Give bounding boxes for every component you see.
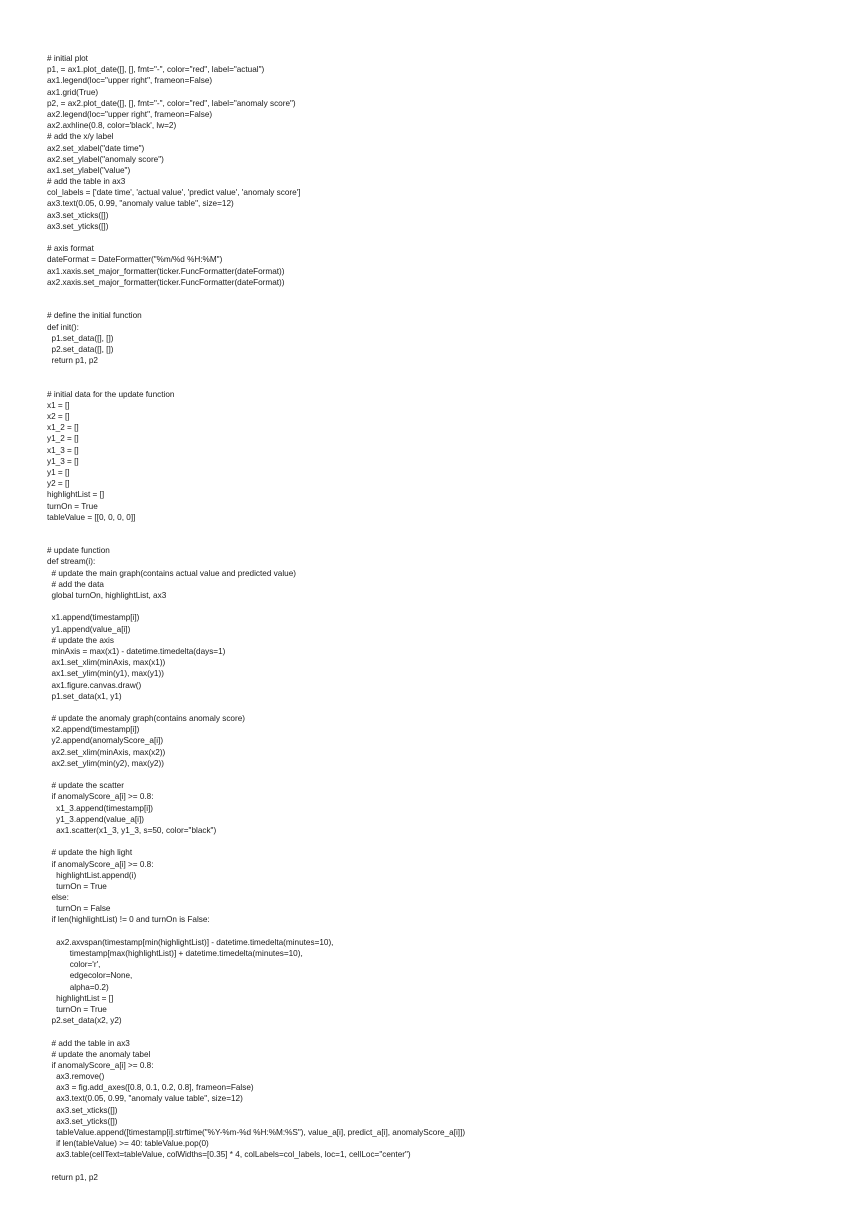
code-line: if anomalyScore_a[i] >= 0.8: <box>47 859 154 869</box>
code-line: y1_2 = [] <box>47 434 79 444</box>
code-line: ax3 = fig.add_axes([0.8, 0.1, 0.2, 0.8], frameon=False) <box>47 1083 254 1093</box>
code-line <box>47 534 847 545</box>
code-line: alpha=0.2) <box>47 982 109 992</box>
code-line: tableValue.append([timestamp[i].strftime("%Y-%m-%d %H:%M:%S"), value_a[i], predict_a[i], anomalyScore_a[i]]) <box>47 1128 466 1137</box>
code-line: def init(): <box>47 322 79 332</box>
code-line: global turnOn, highlightList, ax3 <box>47 591 167 600</box>
code-line: x2 = [] <box>47 412 70 421</box>
code-line: turnOn = True <box>47 1004 107 1014</box>
code-line: # update the axis <box>47 635 114 645</box>
code-line: ax2.set_ylim(min(y2), max(y2)) <box>47 758 164 768</box>
code-line: x2.append(timestamp[i]) <box>47 725 140 735</box>
code-line: turnOn = False <box>47 904 111 914</box>
code-line: ax2.set_xlabel("date time") <box>47 143 145 153</box>
code-line: else: <box>47 893 69 903</box>
code-line: # initial data for the update function <box>47 389 175 399</box>
code-line: return p1, p2 <box>47 1172 98 1182</box>
code-line: x1.append(timestamp[i]) <box>47 613 140 623</box>
code-line <box>47 1026 847 1037</box>
code-line: x1_3.append(timestamp[i]) <box>47 803 154 813</box>
code-line: ax3.table(cellText=tableValue, colWidths=[0.35] * 4, colLabels=col_labels, loc=1, cellLoc="center") <box>47 1150 411 1160</box>
code-line <box>47 366 847 377</box>
code-line: ax1.legend(loc="upper right", frameon=False) <box>47 76 213 86</box>
code-line: def stream(i): <box>47 557 96 567</box>
code-line: ax3.set_xticks([]) <box>47 210 109 220</box>
code-line: # axis format <box>47 244 94 254</box>
code-line: if anomalyScore_a[i] >= 0.8: <box>47 792 154 802</box>
code-line <box>47 702 847 713</box>
code-line: # define the initial function <box>47 311 142 321</box>
code-line: # update the high light <box>47 848 133 858</box>
code-line: ax3.remove() <box>47 1072 105 1082</box>
code-line: ax1.grid(True) <box>47 87 99 97</box>
code-line: dateFormat = DateFormatter("%m/%d %H:%M") <box>47 255 223 265</box>
code-line <box>47 601 847 612</box>
code-line <box>47 836 847 847</box>
code-line: timestamp[max(highlightList)] + datetime.timedelta(minutes=10), <box>47 949 303 958</box>
code-line: # update the scatter <box>47 781 124 791</box>
code-line: ax1.set_ylim(min(y1), max(y1)) <box>47 669 164 679</box>
code-line: edgecolor=None, <box>47 971 133 981</box>
code-line: ax2.axvspan(timestamp[min(highlightList)] - datetime.timedelta(minutes=10), <box>47 937 334 947</box>
code-line: ax1.set_xlim(minAxis, max(x1)) <box>47 658 166 668</box>
code-line: turnOn = True <box>47 501 98 511</box>
code-line: ax1.set_ylabel("value") <box>47 165 131 175</box>
code-line: ax1.figure.canvas.draw() <box>47 680 142 690</box>
code-line: if len(highlightList) != 0 and turnOn is False: <box>47 915 210 925</box>
code-line: p2.set_data(x2, y2) <box>47 1016 122 1026</box>
code-line: ax2.xaxis.set_major_formatter(ticker.FuncFormatter(dateFormat)) <box>47 277 285 287</box>
code-line: if len(tableValue) >= 40: tableValue.pop(0) <box>47 1139 209 1149</box>
code-line: ax1.xaxis.set_major_formatter(ticker.FuncFormatter(dateFormat)) <box>47 266 285 276</box>
code-line <box>47 1161 847 1172</box>
code-line <box>47 232 847 243</box>
code-line: ax3.set_yticks([]) <box>47 221 109 231</box>
code-document <box>47 53 847 1183</box>
code-line: color='r', <box>47 960 101 970</box>
code-line: y1_3.append(value_a[i]) <box>47 814 144 824</box>
code-line: col_labels = ['date time', 'actual value', 'predict value', 'anomaly score'] <box>47 188 301 198</box>
code-line: # add the table in ax3 <box>47 177 126 187</box>
code-line: # add the x/y label <box>47 132 114 142</box>
code-line <box>47 523 847 534</box>
code-line <box>47 769 847 780</box>
code-line: highlightList.append(i) <box>47 870 137 880</box>
code-line: y1_3 = [] <box>47 456 79 466</box>
code-line: ax3.set_xticks([]) <box>47 1105 118 1115</box>
code-line: ax2.set_ylabel("anomaly score") <box>47 154 164 164</box>
code-line: # update the main graph(contains actual value and predicted value) <box>47 568 296 578</box>
code-line <box>47 299 847 310</box>
code-line: tableValue = [[0, 0, 0, 0]] <box>47 512 136 522</box>
code-line: # update the anomaly tabel <box>47 1049 151 1059</box>
code-line: ax3.text(0.05, 0.99, "anomaly value table", size=12) <box>47 199 234 209</box>
code-line: p2.set_data([], []) <box>47 344 114 354</box>
code-line: return p1, p2 <box>47 356 98 366</box>
code-line: highlightList = [] <box>47 993 114 1003</box>
code-line: y1 = [] <box>47 467 70 477</box>
code-line: if anomalyScore_a[i] >= 0.8: <box>47 1060 154 1070</box>
code-line: minAxis = max(x1) - datetime.timedelta(days=1) <box>47 646 226 656</box>
code-line: x1_3 = [] <box>47 445 79 455</box>
code-line: p1.set_data(x1, y1) <box>47 691 122 701</box>
code-line: p1.set_data([], []) <box>47 333 114 343</box>
code-line: y1.append(value_a[i]) <box>47 624 131 634</box>
code-line: ax3.text(0.05, 0.99, "anomaly value table", size=12) <box>47 1094 243 1104</box>
code-line: x1_2 = [] <box>47 423 79 433</box>
code-line: ax2.legend(loc="upper right", frameon=False) <box>47 109 213 119</box>
code-line: # add the data <box>47 579 104 589</box>
code-line: ax3.set_yticks([]) <box>47 1116 118 1126</box>
code-line <box>47 377 847 388</box>
code-line: y2.append(anomalyScore_a[i]) <box>47 736 164 746</box>
code-line: # add the table in ax3 <box>47 1038 130 1048</box>
code-line: y2 = [] <box>47 479 70 489</box>
code-line: ax2.axhline(0.8, color='black', lw=2) <box>47 121 177 131</box>
code-line: # update the anomaly graph(contains anomaly score) <box>47 714 245 724</box>
code-line <box>47 926 847 937</box>
code-line <box>47 288 847 299</box>
code-line: highlightList = [] <box>47 490 105 500</box>
code-line: # update function <box>47 546 110 556</box>
code-line: x1 = [] <box>47 400 70 410</box>
code-line: p1, = ax1.plot_date([], [], fmt="-", color="red", label="actual") <box>47 65 265 75</box>
code-line: p2, = ax2.plot_date([], [], fmt="-", color="red", label="anomaly score") <box>47 98 296 108</box>
code-line: # initial plot <box>47 54 88 63</box>
code-line: turnOn = True <box>47 881 107 891</box>
code-line: ax2.set_xlim(minAxis, max(x2)) <box>47 747 166 757</box>
code-line: ax1.scatter(x1_3, y1_3, s=50, color="black") <box>47 825 217 835</box>
